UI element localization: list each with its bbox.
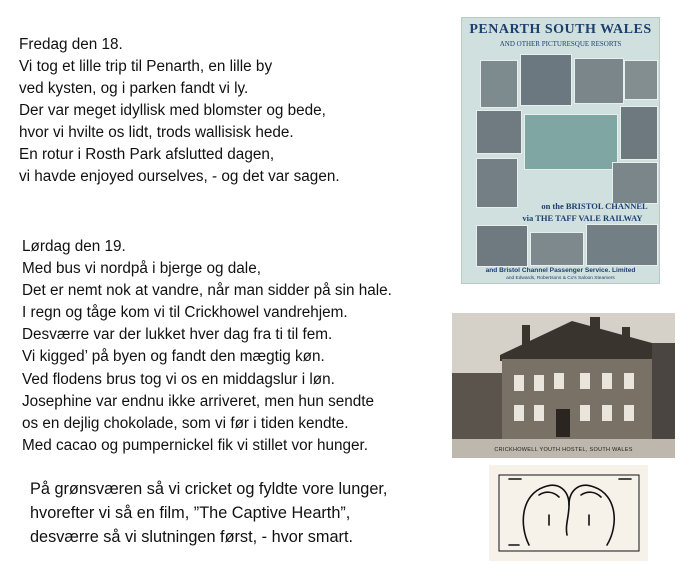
saturday-heading: Lørdag den 19.: [22, 238, 126, 255]
poster-photo: [620, 106, 658, 160]
poster-photo: [530, 232, 584, 266]
text-line: hvor vi hvilte os lidt, trods wallisisk hede.: [19, 124, 294, 141]
poster-bristol-channel: on the BRISTOL CHANNEL: [541, 201, 648, 211]
poster-subtitle: AND OTHER PICTURESQUE RESORTS: [499, 40, 622, 48]
photo-caption: CRICKHOWELL YOUTH HOSTEL, SOUTH WALES: [494, 447, 633, 453]
friday-heading: Fredag den 18.: [19, 36, 123, 53]
text-line: os en dejlig chokolade, som vi før i tiden kendte.: [22, 414, 349, 432]
poster-photo: [574, 58, 624, 104]
text-line: Vi kigged’ på byen og fandt den mægtig køn.: [22, 348, 325, 366]
hostel-building-picture: [452, 313, 675, 458]
friday-paragraph: [19, 34, 340, 188]
text-line: Det er nemt nok at vandre, når man sidder på sin hale.: [22, 282, 392, 300]
sketch-drawing: [489, 465, 648, 561]
text-line: Med bus vi nordpå i bjerge og dale,: [22, 260, 261, 278]
text-line: En rotur i Rosth Park afslutted dagen,: [19, 146, 275, 163]
text-line: Med cacao og pumpernickel fik vi stillet vor hunger.: [22, 436, 369, 454]
text-line: Josephine var endnu ikke arriveret, men hun sendte: [22, 392, 375, 410]
text-line: Desværre var der lukket hver dag fra ti til fem.: [22, 326, 333, 344]
poster-taff-vale: via THE TAFF VALE RAILWAY: [522, 213, 643, 223]
text-line: På grønsværen så vi cricket og fyldte vore lunger,: [30, 480, 388, 498]
poster-photo: [480, 60, 518, 108]
text-line: Ved flodens brus tog vi os en middagslur i løn.: [22, 370, 335, 388]
text-line: hvorefter vi så en film, ”The Captive Hearth”,: [30, 504, 351, 522]
text-line: desværre så vi slutningen først, - hvor smart.: [30, 528, 354, 546]
evening-paragraph: [30, 477, 387, 549]
poster-steamers: and Edwards, Robertsons & Co's Saloon Steamers: [506, 276, 615, 281]
text-line: Der var meget idyllisk med blomster og bede,: [19, 102, 326, 119]
penarth-poster-image: [461, 17, 660, 284]
poster-title: PENARTH SOUTH WALES: [469, 22, 652, 37]
text-line: ved kysten, og i parken fandt vi ly.: [19, 80, 249, 97]
saturday-paragraph: [22, 236, 392, 457]
poster-photo: [624, 60, 658, 100]
poster-photo: [476, 225, 528, 267]
text-line: vi havde enjoyed ourselves, - og det var sagen.: [19, 168, 340, 185]
poster-photo: [476, 110, 522, 154]
poster-photo: [586, 224, 658, 266]
crickhowell-hostel-photo: [452, 313, 675, 458]
poster-photo: [520, 54, 572, 106]
kissing-couple-sketch: [489, 465, 648, 561]
poster-seaside-panorama: [524, 114, 618, 170]
text-line: I regn og tåge kom vi til Crickhowel vandrehjem.: [22, 304, 348, 322]
poster-passenger-service: and Bristol Channel Passenger Service. Limited: [485, 267, 636, 274]
text-line: Vi tog et lille trip til Penarth, en lille by: [19, 58, 273, 75]
poster-photo: [612, 162, 658, 204]
